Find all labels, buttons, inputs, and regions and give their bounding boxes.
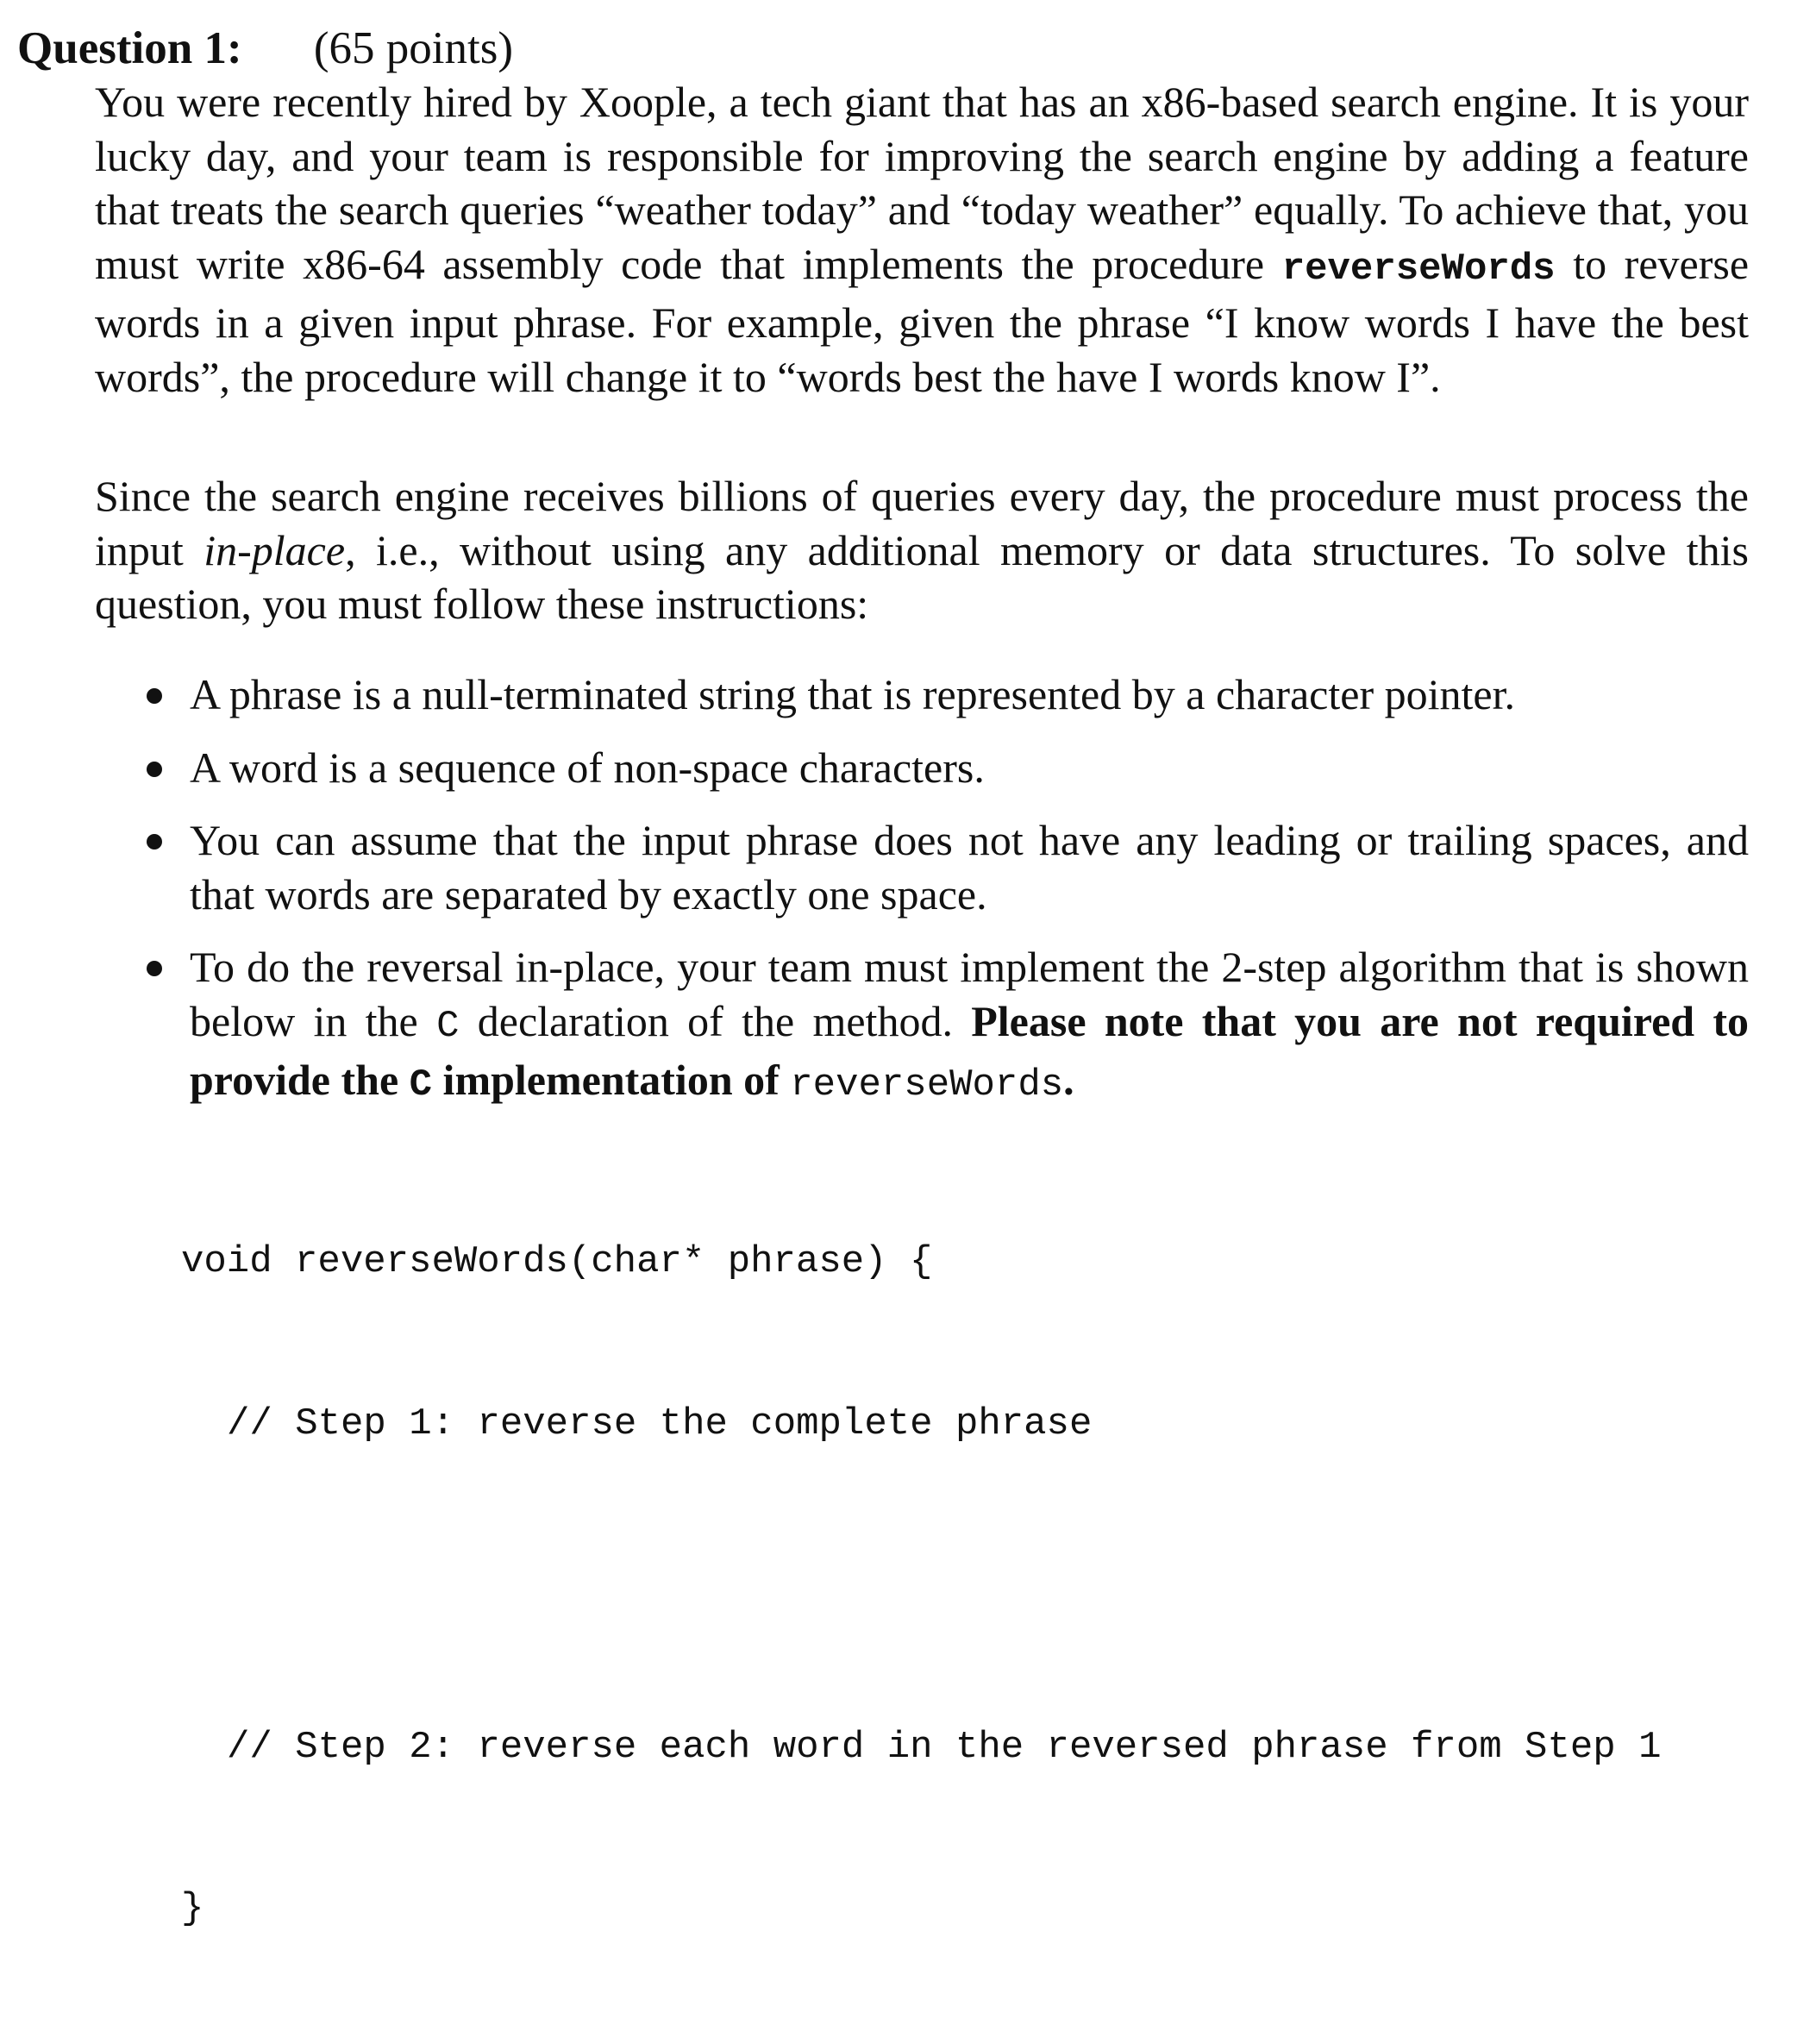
- note-period: .: [1063, 1056, 1074, 1104]
- question-title: Question 1:: [17, 23, 242, 73]
- note-bold-text: implementation of: [442, 1056, 780, 1104]
- code-line-blank: [181, 1558, 1661, 1613]
- constraints-text-end: , i.e., without using any additional memory or data structures. To solve this question, you must follow these instructions:: [95, 525, 1749, 628]
- question-header: [17, 19, 513, 78]
- constraints-text-start: Since the search engine receives billions of queries every day, the procedure must process the input: [95, 472, 1749, 574]
- note-bold-text: Please note that you are not required to provide the: [190, 996, 1750, 1104]
- note-procedure-code: reverseWords: [790, 1063, 1064, 1107]
- code-line-signature: void reverseWords(char* phrase) {: [181, 1240, 933, 1283]
- instruction-text: declaration of the method.: [477, 996, 953, 1045]
- instruction-text: To do the reversal in-place, your team must implement the 2-step algorithm that is shown below in the: [190, 943, 1749, 1045]
- c-declaration-code-block: [181, 1127, 1661, 2044]
- instruction-word-definition: [145, 741, 1749, 795]
- code-line-step1-comment: // Step 1: reverse the complete phrase: [227, 1401, 1093, 1445]
- question-points: (65 points): [313, 23, 513, 73]
- instructions-list: [145, 668, 1749, 1132]
- note-c-code: C: [409, 1063, 433, 1107]
- procedure-name-code: reverseWords: [1281, 247, 1556, 291]
- c-language-code: C: [436, 1004, 460, 1048]
- in-place-emphasis: in-place: [204, 525, 346, 574]
- instruction-text: You can assume that the input phrase does not have any leading or trailing spaces, and that words are separated by exactly one space.: [190, 816, 1749, 919]
- instruction-text: A phrase is a null-terminated string that is represented by a character pointer.: [190, 670, 1515, 718]
- code-line-closing-brace: }: [181, 1887, 204, 1930]
- intro-text-start: You were recently hired by Xoople, a tech giant that has an x86-based search engine. It is your lucky day, and your team is responsible for improving the search engine by adding a feature that treats the search queries “weather today” and “today weather” equally. To achieve that, you must write x86-64 assembly code that implements the procedure: [95, 78, 1749, 288]
- instruction-spacing-assumption: [145, 813, 1749, 921]
- intro-paragraph: [95, 75, 1749, 404]
- instruction-phrase-definition: [145, 668, 1749, 722]
- intro-text-end: to reverse words in a given input phrase. For example, given the phrase “I know words I have the best words”, the procedure will change it to “words best the have I words know I”.: [95, 239, 1750, 401]
- instruction-text: A word is a sequence of non-space characters.: [190, 743, 985, 792]
- instruction-algorithm: [145, 940, 1749, 1113]
- constraints-paragraph: [95, 469, 1749, 631]
- code-line-step2-comment: // Step 2: reverse each word in the reversed phrase from Step 1: [227, 1725, 1662, 1769]
